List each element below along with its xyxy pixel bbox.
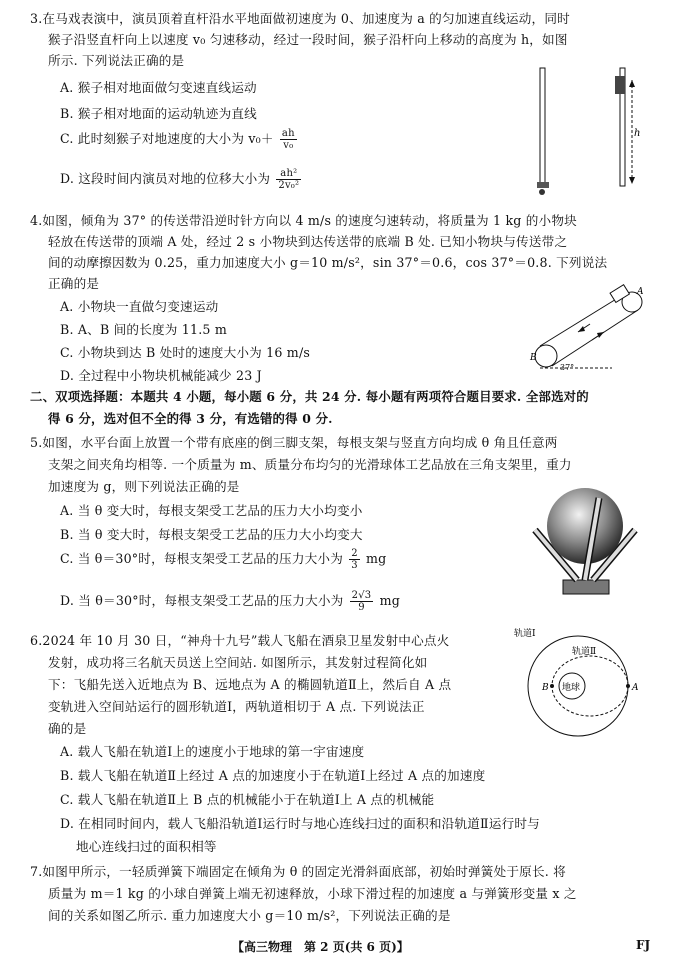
q5-option-d bbox=[60, 590, 400, 613]
q6-option-b: B. 载人飞船在轨道Ⅱ上经过 A 点的加速度小于在轨道Ⅰ上经过 A 点的加速度 bbox=[60, 768, 486, 783]
q4-figure-angle-label: 37° bbox=[560, 363, 575, 372]
q3-figure-h-label: h bbox=[634, 128, 640, 139]
q6-option-d-line-1: D. 在相同时间内，载人飞船沿轨道Ⅰ运行时与地心连线扫过的面积和沿轨道Ⅱ运行时与 bbox=[60, 816, 540, 831]
q4-stem-line-3: 间的动摩擦因数为 0.25，重力加速度大小 g＝10 m/s²，sin 37°＝0.6，cos 37°＝0.8. 下列说法 bbox=[48, 255, 608, 270]
q6-figure-orbit-2-label: 轨道Ⅱ bbox=[572, 647, 597, 657]
q5-option-a: A. 当 θ 变大时，每根支架受工艺品的压力大小均变小 bbox=[60, 503, 363, 518]
monkey-icon bbox=[615, 76, 625, 94]
q4-block bbox=[610, 285, 629, 303]
section-2-heading-line-2: 得 6 分，选对但不全的得 3 分，有选错的得 0 分. bbox=[48, 411, 333, 426]
q6-figure-orbit-1-label: 轨道Ⅰ bbox=[514, 629, 536, 639]
q5-option-b: B. 当 θ 变大时，每根支架受工艺品的压力大小均变大 bbox=[60, 527, 363, 542]
q4-stem-line-1: 4.如图，倾角为 37° 的传送带沿逆时针方向以 4 m/s 的速度匀速转动，将质量为 1 kg 的小物块 bbox=[30, 213, 577, 228]
q6-figure-earth-label: 地球 bbox=[562, 683, 581, 693]
exam-code-label: FJ bbox=[636, 938, 651, 952]
q5-option-c-text: C. 当 θ＝30°时，每根支架受工艺品的压力大小为 bbox=[60, 551, 343, 566]
q4-option-d: D. 全过程中小物块机械能减少 23 J bbox=[60, 368, 262, 383]
q4-stem-line-4: 正确的是 bbox=[48, 276, 100, 291]
q3-monkey-pole-figure bbox=[530, 66, 640, 201]
q4-stem-line-2: 轻放在传送带的顶端 A 处，经过 2 s 小物块到达传送带的底端 B 处. 已知小物块与传送带之 bbox=[48, 234, 568, 249]
q5-option-c-fraction: $\frac{2}{3}$ bbox=[351, 548, 358, 571]
q3-stem-line-2: 猴子沿竖直杆向上以速度 v₀ 匀速移动，经过一段时间，猴子沿杆向上移动的高度为 h，如图 bbox=[48, 32, 568, 47]
q5-base bbox=[563, 580, 609, 594]
q7-stem-line-2: 质量为 m＝1 kg 的小球自弹簧上端无初速释放，小球下滑过程的加速度 a 与弹簧形变量 x 之 bbox=[48, 886, 577, 901]
q3-option-c-fraction: $\frac{ah}{\text{v₀}}$ bbox=[281, 128, 295, 151]
performer-icon bbox=[539, 189, 545, 195]
q6-stem-line-2: 发射，成功将三名航天员送上空间站. 如图所示，其发射过程简化如 bbox=[48, 655, 428, 670]
q5-option-d-text: D. 当 θ＝30°时，每根支架受工艺品的压力大小为 bbox=[60, 593, 344, 608]
page-number-label: 【高三物理 第 2 页(共 6 页)】 bbox=[232, 940, 409, 954]
q5-stem-line-2: 支架之间夹角均相等. 一个质量为 m、质量分布均匀的光滑球体工艺品放在三角支架里，重力 bbox=[48, 457, 572, 472]
q3-option-b: B. 猴子相对地面的运动轨迹为直线 bbox=[60, 106, 257, 121]
q3-stem-line-3: 所示. 下列说法正确的是 bbox=[48, 53, 185, 68]
q4-option-a: A. 小物块一直做匀变速运动 bbox=[60, 299, 219, 314]
q6-stem-line-4: 变轨进入空间站运行的圆形轨道Ⅰ，两轨道相切于 A 点. 下列说法正 bbox=[48, 699, 425, 714]
q4-conveyor-figure bbox=[520, 280, 650, 372]
q6-stem-line-3: 下：飞船先送入近地点为 B、远地点为 A 的椭圆轨道Ⅱ上，然后自 A 点 bbox=[48, 677, 452, 692]
q3-option-d-text: D. 这段时间内演员对地的位移大小为 bbox=[60, 171, 271, 186]
q3-option-c bbox=[60, 128, 299, 151]
q6-orbit-figure bbox=[514, 622, 664, 740]
q5-sphere-tripod-figure bbox=[527, 488, 647, 600]
q5-option-c-unit: mg bbox=[366, 551, 387, 566]
q3-option-a: A. 猴子相对地面做匀变速直线运动 bbox=[60, 80, 257, 95]
q4-figure-b-label: B bbox=[530, 353, 537, 363]
q4-option-c: C. 小物块到达 B 处时的速度大小为 16 m/s bbox=[60, 345, 311, 360]
q6-figure-a-label: A bbox=[632, 683, 639, 693]
q5-option-d-unit: mg bbox=[379, 593, 400, 608]
q4-figure-a-label: A bbox=[637, 287, 644, 297]
q5-option-c bbox=[60, 548, 386, 571]
q3-option-d bbox=[60, 168, 303, 191]
q3-option-c-text: C. 此时刻猴子对地速度的大小为 v₀＋ bbox=[60, 131, 274, 146]
q6-option-d-line-2: 地心连线扫过的面积相等 bbox=[76, 839, 217, 854]
q5-stem-line-1: 5.如图，水平台面上放置一个带有底座的倒三脚支架，每根支架与竖直方向均成 θ 角且任意两 bbox=[30, 435, 558, 450]
q3-stem-line-1: 3.在马戏表演中，演员顶着直杆沿水平地面做初速度为 0、加速度为 a 的匀加速直线运动，同时 bbox=[30, 11, 570, 26]
q7-stem-line-1: 7.如图甲所示，一轻质弹簧下端固定在倾角为 θ 的固定光滑斜面底部，初始时弹簧处于原长. 将 bbox=[30, 864, 566, 879]
q7-stem-line-3: 间的关系如图乙所示. 重力加速度大小 g＝10 m/s²，下列说法正确的是 bbox=[48, 908, 451, 923]
q4-option-b: B. A、B 间的长度为 11.5 m bbox=[60, 322, 227, 337]
q6-option-c: C. 载人飞船在轨道Ⅱ上 B 点的机械能小于在轨道Ⅰ上 A 点的机械能 bbox=[60, 792, 435, 807]
q5-option-d-fraction: $\frac{2√3}{9}$ bbox=[351, 590, 372, 613]
q5-stem-line-3: 加速度为 g，则下列说法正确的是 bbox=[48, 479, 240, 494]
q6-option-a: A. 载人飞船在轨道Ⅰ上的速度小于地球的第一宇宙速度 bbox=[60, 744, 365, 759]
q5-sphere bbox=[547, 488, 623, 564]
q3-option-d-fraction: $\frac{\text{ah²}}{\text{2v₀²}}$ bbox=[278, 168, 300, 191]
q6-figure-b-label: B bbox=[542, 683, 549, 693]
section-2-heading-line-1: 二、双项选择题：本题共 4 小题，每小题 6 分，共 24 分. 每小题有两项符合题目要求. 全部选对的 bbox=[30, 389, 589, 404]
q6-stem-line-1: 6.2024 年 10 月 30 日，“神舟十九号”载人飞船在酒泉卫星发射中心点火 bbox=[30, 633, 450, 648]
q6-stem-line-5: 确的是 bbox=[48, 721, 87, 736]
